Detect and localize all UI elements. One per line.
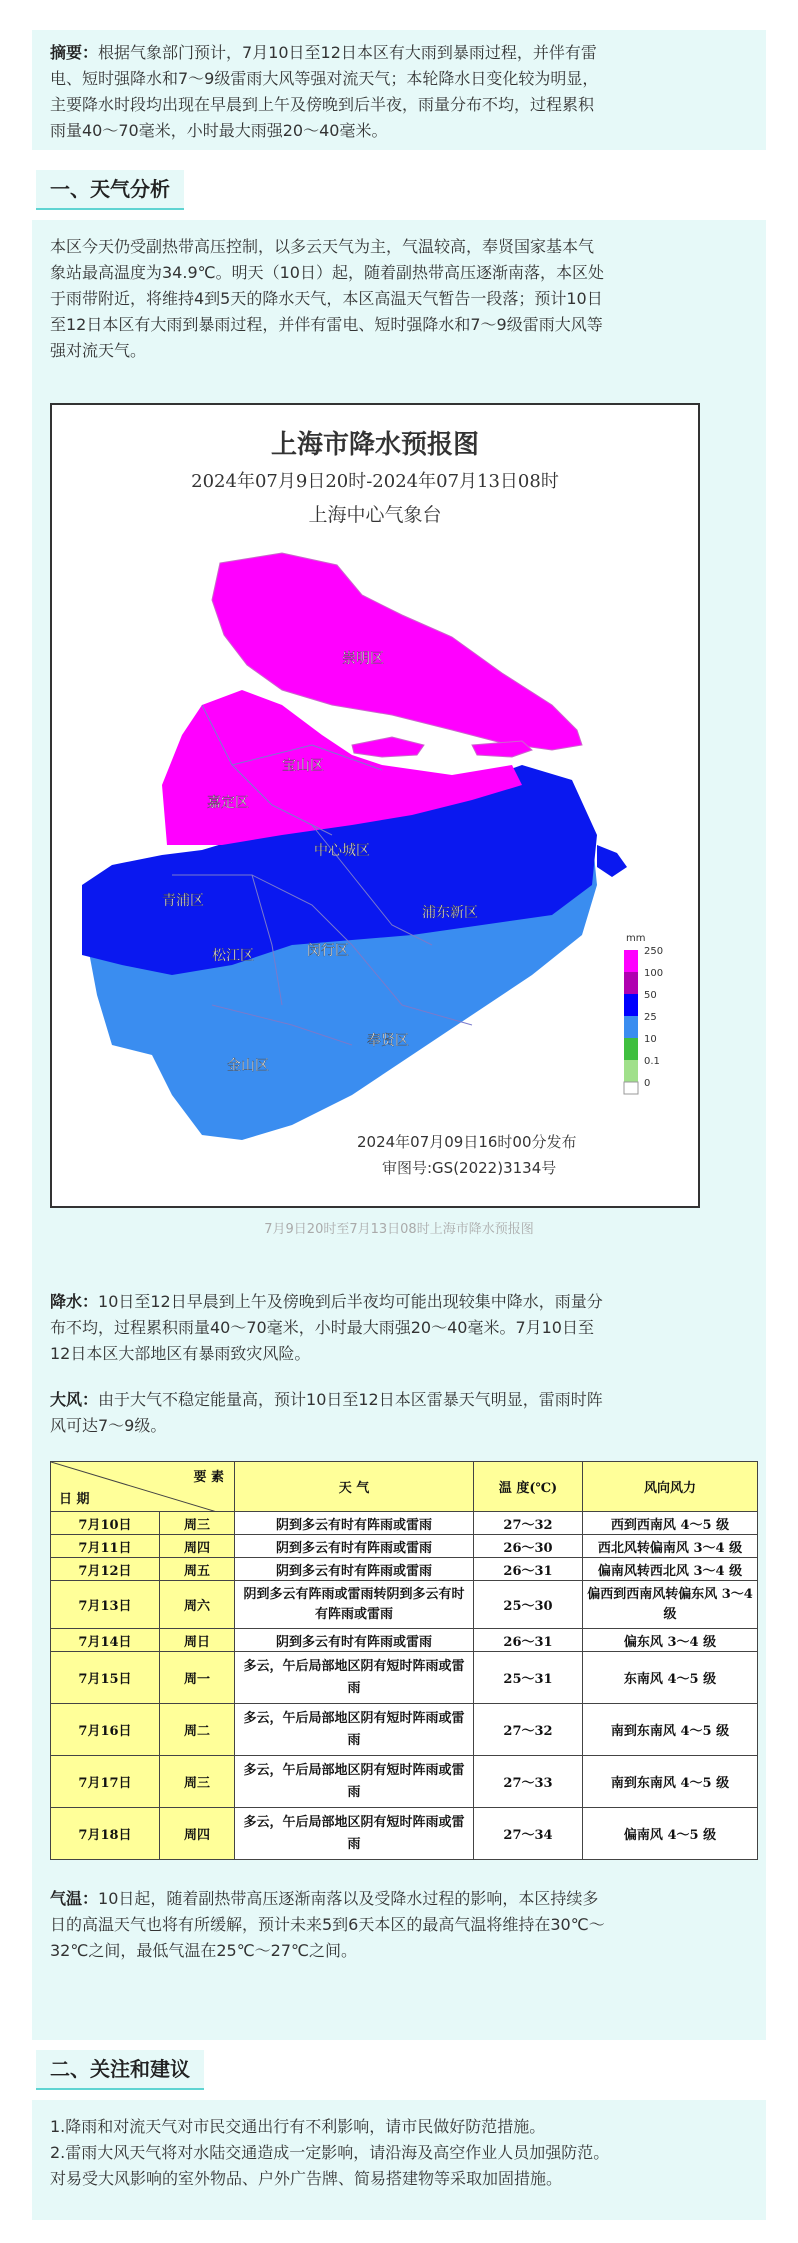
row-weekday: 周三: [160, 1756, 235, 1808]
row-weekday: 周四: [160, 1535, 235, 1558]
row-wind: 南到东南风 4～5 级: [583, 1704, 758, 1756]
row-temp: 26～31: [474, 1558, 583, 1581]
row-temp: 25～30: [474, 1581, 583, 1629]
district-label-qingpu: 青浦区: [162, 893, 204, 909]
district-label-jiading: 嘉定区: [207, 795, 249, 811]
row-date: 7月17日: [51, 1756, 160, 1808]
table-header-element: 要 素: [193, 1470, 224, 1485]
legend-value-100: 100: [644, 968, 664, 979]
legend-value-0: 0: [644, 1078, 651, 1089]
row-weather: 多云，午后局部地区阴有短时阵雨或雷雨: [235, 1704, 474, 1756]
precipitation-map-graphic: [52, 405, 698, 1206]
table-row: [51, 1756, 758, 1808]
legend-value-50: 50: [644, 990, 657, 1001]
row-date: 7月12日: [51, 1558, 160, 1581]
analysis-line-5: 强对流天气。: [50, 341, 147, 360]
district-label-fengxian: 奉贤区: [367, 1033, 409, 1049]
row-weather: 阴到多云有时有阵雨或雷雨: [235, 1629, 474, 1652]
table-row: [51, 1704, 758, 1756]
legend-swatch-100: [624, 972, 638, 994]
table-header-date: 日 期: [59, 1492, 90, 1507]
district-label-central: 中心城区: [314, 843, 370, 859]
advice-line-1: 1.降雨和对流天气对市民交通出行有不利影响，请市民做好防范措施。: [50, 2117, 546, 2136]
analysis-line-3: 于雨带附近，将维持4到5天的降水天气，本区高温天气暂告一段落；预计10日: [50, 289, 603, 308]
row-wind: 东南风 4～5 级: [583, 1652, 758, 1704]
table-row: [51, 1535, 758, 1558]
row-weekday: 周四: [160, 1808, 235, 1860]
summary-text: [50, 40, 748, 144]
wind-line-2: 风可达7～9级。: [50, 1416, 167, 1435]
summary-label: 摘要：: [50, 43, 99, 62]
table-header-weather: 天 气: [235, 1462, 474, 1512]
wind-text: [50, 1387, 748, 1439]
summary-line-4: 雨量40～70毫米，小时最大雨强20～40毫米。: [50, 121, 388, 140]
analysis-line-1: 本区今天仍受副热带高压控制，以多云天气为主，气温较高，奉贤国家基本气: [50, 237, 595, 256]
section-heading-advice: [36, 2050, 204, 2090]
row-weather: 阴到多云有时有阵雨或雷雨: [235, 1535, 474, 1558]
row-wind: 偏西到西南风转偏东风 3～4 级: [583, 1581, 758, 1629]
temperature-line-3: 32℃之间，最低气温在25℃～27℃之间。: [50, 1941, 357, 1960]
map-approval-number: 审图号:GS(2022)3134号: [382, 1159, 557, 1177]
row-date: 7月18日: [51, 1808, 160, 1860]
row-weekday: 周三: [160, 1512, 235, 1535]
row-weekday: 周六: [160, 1581, 235, 1629]
analysis-text: [50, 234, 748, 364]
row-date: 7月15日: [51, 1652, 160, 1704]
row-weather: 阴到多云有时有阵雨或雷雨: [235, 1558, 474, 1581]
row-weather: 多云，午后局部地区阴有短时阵雨或雷雨: [235, 1808, 474, 1860]
district-label-chongming: 崇明区: [342, 651, 384, 667]
district-label-minhang: 闵行区: [307, 943, 349, 959]
hengsha-island: [472, 741, 532, 757]
table-row: [51, 1581, 758, 1629]
legend-swatch-10: [624, 1038, 638, 1060]
district-label-jinshan: 金山区: [227, 1058, 269, 1074]
temperature-line-1: 10日起，随着副热带高压逐渐南落以及受降水过程的影响，本区持续多: [98, 1889, 599, 1908]
changxing-island: [352, 737, 424, 757]
district-label-baoshan: 宝山区: [282, 758, 324, 774]
table-header-temp: 温 度(℃): [474, 1462, 583, 1512]
legend-swatch-0: [624, 1082, 638, 1094]
temperature-label: 气温：: [50, 1889, 99, 1908]
map-legend: [624, 933, 663, 1094]
row-temp: 26～30: [474, 1535, 583, 1558]
row-date: 7月13日: [51, 1581, 160, 1629]
legend-swatch-25: [624, 1016, 638, 1038]
section-heading-weather-analysis: [36, 170, 184, 210]
row-temp: 27～32: [474, 1704, 583, 1756]
legend-swatch-50: [624, 994, 638, 1016]
legend-swatch-0-1: [624, 1060, 638, 1082]
row-wind: 西到西南风 4～5 级: [583, 1512, 758, 1535]
row-date: 7月16日: [51, 1704, 160, 1756]
summary-line-1: 根据气象部门预计，7月10日至12日本区有大雨到暴雨过程，并伴有雷: [98, 43, 597, 62]
precipitation-map: [50, 403, 700, 1208]
row-wind: 偏东风 3～4 级: [583, 1629, 758, 1652]
advice-line-3: 对易受大风影响的室外物品、户外广告牌、简易搭建物等采取加固措施。: [50, 2169, 563, 2188]
row-temp: 26～31: [474, 1629, 583, 1652]
row-wind: 西北风转偏南风 3～4 级: [583, 1535, 758, 1558]
map-publish-time: 2024年07月09日16时00分发布: [357, 1133, 577, 1151]
summary-line-2: 电、短时强降水和7～9级雷雨大风等强对流天气；本轮降水日变化较为明显，: [50, 69, 599, 88]
forecast-table: [50, 1461, 758, 1860]
row-date: 7月14日: [51, 1629, 160, 1652]
table-row: [51, 1652, 758, 1704]
table-row: [51, 1629, 758, 1652]
row-weather: 多云，午后局部地区阴有短时阵雨或雷雨: [235, 1756, 474, 1808]
row-wind: 偏南风转西北风 3～4 级: [583, 1558, 758, 1581]
advice-text: [50, 2114, 748, 2192]
precip-line-3: 12日本区大部地区有暴雨致灾风险。: [50, 1344, 311, 1363]
wind-line-1: 由于大气不稳定能量高，预计10日至12日本区雷暴天气明显，雷雨时阵: [98, 1390, 603, 1409]
advice-line-2: 2.雷雨大风天气将对水陆交通造成一定影响，请沿海及高空作业人员加强防范。: [50, 2143, 610, 2162]
district-label-pudong: 浦东新区: [422, 905, 478, 921]
summary-box: [32, 30, 766, 150]
row-wind: 偏南风 4～5 级: [583, 1808, 758, 1860]
table-row: [51, 1808, 758, 1860]
row-temp: 27～34: [474, 1808, 583, 1860]
legend-value-0-1: 0.1: [644, 1056, 660, 1067]
row-weather: 多云，午后局部地区阴有短时阵雨或雷雨: [235, 1652, 474, 1704]
temperature-line-2: 日的高温天气也将有所缓解，预计未来5到6天本区的最高气温将维持在30℃～: [50, 1915, 605, 1934]
row-weekday: 周五: [160, 1558, 235, 1581]
row-temp: 27～32: [474, 1512, 583, 1535]
precip-line-1: 10日至12日早晨到上午及傍晚到后半夜均可能出现较集中降水，雨量分: [98, 1292, 603, 1311]
table-row: [51, 1558, 758, 1581]
row-temp: 25～31: [474, 1652, 583, 1704]
row-wind: 南到东南风 4～5 级: [583, 1756, 758, 1808]
row-weekday: 周一: [160, 1652, 235, 1704]
row-temp: 27～33: [474, 1756, 583, 1808]
advice-box: [32, 2100, 766, 2220]
wind-label: 大风：: [50, 1390, 99, 1409]
map-period: 2024年07月9日20时-2024年07月13日08时: [191, 471, 559, 492]
map-title: 上海市降水预报图: [270, 429, 480, 459]
precip-label: 降水：: [50, 1292, 99, 1311]
legend-value-10: 10: [644, 1034, 657, 1045]
summary-line-3: 主要降水时段均出现在早晨到上午及傍晚到后半夜，雨量分布不均，过程累积: [50, 95, 595, 114]
forecast-box: [32, 1275, 766, 2040]
map-caption: 7月9日20时至7月13日08时上海市降水预报图: [264, 1222, 534, 1237]
analysis-line-4: 至12日本区有大雨到暴雨过程，并伴有雷电、短时强降水和7～9级雷雨大风等: [50, 315, 603, 334]
section-title: 一、天气分析: [50, 177, 170, 201]
map-issuer: 上海中心气象台: [308, 504, 442, 526]
section-title: 二、关注和建议: [50, 2057, 190, 2081]
legend-unit: mm: [626, 933, 646, 944]
row-weekday: 周日: [160, 1629, 235, 1652]
row-weather: 阴到多云有阵雨或雷雨转阴到多云有时有阵雨或雷雨: [235, 1581, 474, 1629]
legend-swatch-250: [624, 950, 638, 972]
table-row: [51, 1512, 758, 1535]
legend-value-250: 250: [644, 946, 664, 957]
precip-line-2: 布不均，过程累积雨量40～70毫米，小时最大雨强20～40毫米。7月10日至: [50, 1318, 594, 1337]
row-weather: 阴到多云有时有阵雨或雷雨: [235, 1512, 474, 1535]
legend-value-25: 25: [644, 1012, 657, 1023]
district-label-songjiang: 松江区: [212, 948, 254, 964]
row-date: 7月11日: [51, 1535, 160, 1558]
row-weekday: 周二: [160, 1704, 235, 1756]
row-date: 7月10日: [51, 1512, 160, 1535]
analysis-line-2: 象站最高温度为34.9℃。明天（10日）起，随着副热带高压逐渐南落，本区处: [50, 263, 604, 282]
table-header-wind: 风向风力: [583, 1462, 758, 1512]
precip-text: [50, 1289, 748, 1367]
pudong-tip: [597, 845, 627, 877]
table-header-corner: [51, 1462, 235, 1512]
temperature-text: [50, 1886, 748, 1964]
